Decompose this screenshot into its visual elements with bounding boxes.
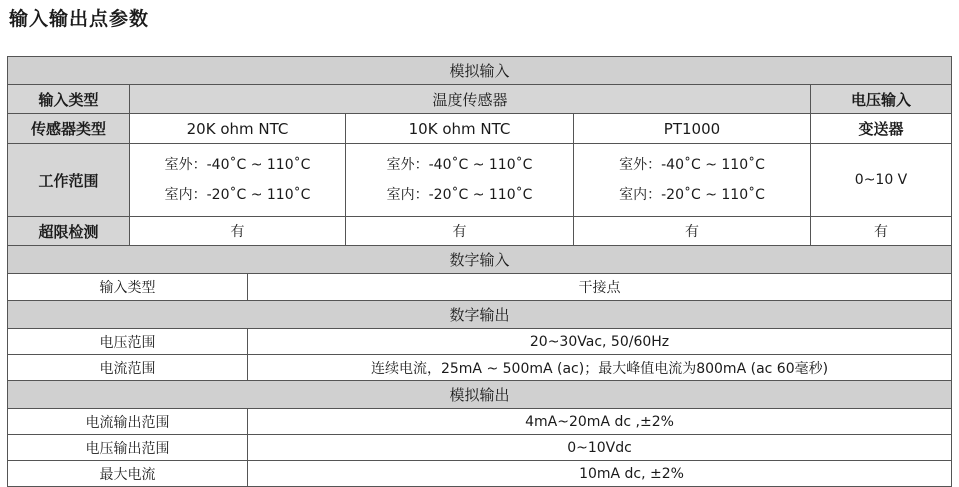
temp-sensor-label: 温度传感器 [130, 85, 811, 114]
analog-input-type-row [8, 85, 952, 114]
range-cell-pt1000 [574, 144, 811, 217]
digital-output-label: 电压范围 [8, 329, 248, 355]
outdoor-range: 室外：-40˚C ~ 110˚C [164, 157, 311, 173]
digital-input-section-title: 数字输入 [8, 246, 952, 274]
input-type-label: 输入类型 [8, 85, 130, 114]
sensor-20k-ntc: 20K ohm NTC [130, 114, 346, 144]
analog-output-value: 10mA dc, ±2% [248, 461, 952, 487]
digital-output-section-title: 数字输出 [8, 301, 952, 329]
sensor-pt1000: PT1000 [574, 114, 811, 144]
indoor-range: 室内：-20˚C ~ 110˚C [164, 187, 311, 203]
analog-output-value: 0~10Vdc [248, 435, 952, 461]
digital-input-section-row [8, 246, 952, 274]
range-cell-20k [130, 144, 346, 217]
overlimit-20k: 有 [130, 217, 346, 246]
indoor-range: 室内：-20˚C ~ 110˚C [619, 187, 765, 203]
digital-output-value: 20~30Vac, 50/60Hz [248, 329, 952, 355]
digital-input-type-row [8, 274, 952, 301]
overlimit-label: 超限检测 [8, 217, 130, 246]
digital-input-type-value: 干接点 [248, 274, 952, 301]
page-title: 输入输出点参数 [9, 8, 150, 30]
overlimit-voltage: 有 [811, 217, 952, 246]
voltage-input-label: 电压输入 [811, 85, 952, 114]
overlimit-pt1000: 有 [574, 217, 811, 246]
overlimit-row [8, 217, 952, 246]
digital-output-section-row [8, 301, 952, 329]
range-cell-10k [346, 144, 574, 217]
analog-output-section-row [8, 381, 952, 409]
indoor-range: 室内：-20˚C ~ 110˚C [386, 187, 533, 203]
analog-output-row [8, 409, 952, 435]
analog-input-section-title: 模拟输入 [8, 57, 952, 85]
sensor-type-row [8, 114, 952, 144]
overlimit-10k: 有 [346, 217, 574, 246]
analog-output-label: 电流输出范围 [8, 409, 248, 435]
digital-output-row [8, 355, 952, 381]
sensor-10k-ntc: 10K ohm NTC [346, 114, 574, 144]
analog-output-label: 电压输出范围 [8, 435, 248, 461]
digital-output-value: 连续电流，25mA ~ 500mA (ac)；最大峰值电流为800mA (ac 60毫秒) [248, 355, 952, 381]
outdoor-range: 室外：-40˚C ~ 110˚C [386, 157, 533, 173]
work-range-row [8, 144, 952, 217]
analog-output-label: 最大电流 [8, 461, 248, 487]
io-params-table [7, 56, 952, 487]
digital-input-type-label: 输入类型 [8, 274, 248, 301]
sensor-type-label: 传感器类型 [8, 114, 130, 144]
voltage-range: 0~10 V [811, 144, 952, 217]
outdoor-range: 室外：-40˚C ~ 110˚C [619, 157, 765, 173]
transmitter-label: 变送器 [811, 114, 952, 144]
analog-output-row [8, 435, 952, 461]
analog-output-value: 4mA~20mA dc ,±2% [248, 409, 952, 435]
analog-input-section-row [8, 57, 952, 85]
digital-output-label: 电流范围 [8, 355, 248, 381]
work-range-label: 工作范围 [8, 144, 130, 217]
analog-output-section-title: 模拟输出 [8, 381, 952, 409]
digital-output-row [8, 329, 952, 355]
